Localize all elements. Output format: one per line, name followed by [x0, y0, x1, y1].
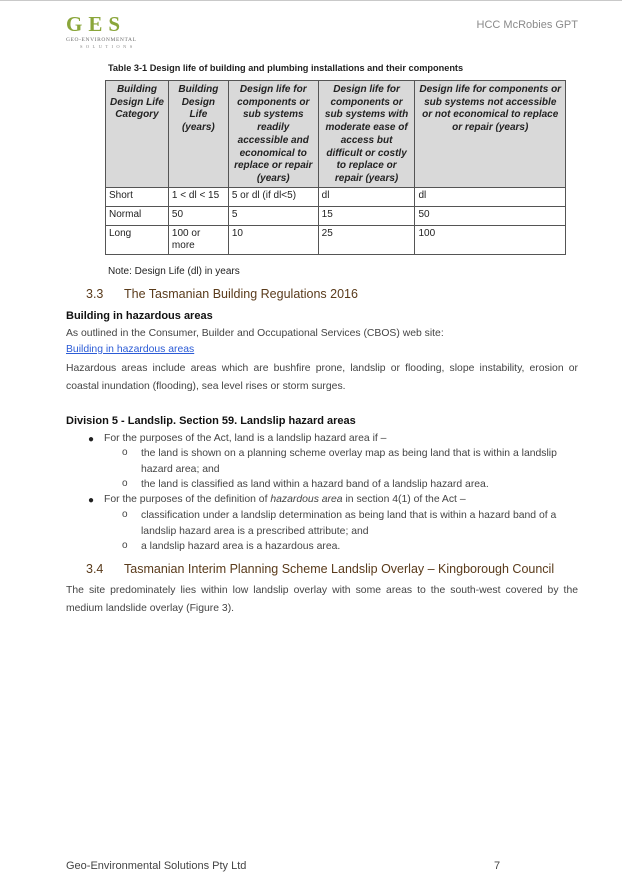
table-header-cell: Design life for components or sub systems not accessible or not economical to replace or repair (years): [415, 81, 566, 188]
table-header-row: [106, 81, 566, 188]
list-item: For the purposes of the Act, land is a landslip hazard area if –: [104, 433, 387, 444]
table-cell: 15: [318, 206, 415, 225]
bullet-marker: ●: [88, 495, 95, 506]
table-header-cell: Design life for components or sub systems with moderate ease of access but difficult or costly to replace or repair (years): [318, 81, 415, 188]
cbos-link[interactable]: Building in hazardous areas: [66, 344, 195, 355]
table-caption: Table 3-1 Design life of building and plumbing installations and their components: [108, 63, 464, 73]
table-cell: Short: [106, 187, 169, 206]
division-heading: Division 5 - Landslip. Section 59. Landslip hazard areas: [66, 415, 356, 427]
table-cell: Normal: [106, 206, 169, 225]
table-cell: dl: [318, 187, 415, 206]
table-row: [106, 225, 566, 254]
header-project-title: HCC McRobies GPT: [476, 19, 578, 31]
table-cell: 5: [228, 206, 318, 225]
logo-line-1: GEO-ENVIRONMENTAL: [66, 37, 137, 43]
table-cell: dl: [415, 187, 566, 206]
list-item: [104, 492, 578, 508]
bullet-marker: ●: [88, 434, 95, 445]
table-cell: 50: [415, 206, 566, 225]
table-header-cell: Building Design Life (years): [168, 81, 228, 188]
table-cell: 10: [228, 225, 318, 254]
text-run: For the purposes of the definition of: [104, 494, 271, 505]
section-heading-3-4: [86, 562, 554, 576]
table-cell: 25: [318, 225, 415, 254]
table-note: Note: Design Life (dl) in years: [108, 266, 240, 277]
section-number: 3.3: [86, 287, 104, 301]
table-cell: 100 or more: [168, 225, 228, 254]
sub-bullet-marker: o: [122, 447, 128, 458]
section-number: 3.4: [86, 562, 104, 576]
text-run: in section 4(1) of the Act –: [342, 494, 466, 505]
table-cell: Long: [106, 225, 169, 254]
hazard-paragraph: Hazardous areas include areas which are bushfire prone, landslip or flooding, slope instability, erosion or coastal inundation (flooding), sea level rises or storm surges.: [66, 363, 578, 392]
intro-paragraph: As outlined in the Consumer, Builder and Occupational Services (CBOS) web site:: [66, 328, 444, 339]
subheading-hazardous-areas: Building in hazardous areas: [66, 310, 213, 322]
section-heading-3-3: [86, 287, 358, 301]
table-cell: 1 < dl < 15: [168, 187, 228, 206]
sub-bullet-marker: o: [122, 540, 128, 551]
company-logo: [66, 14, 156, 54]
table-cell: 50: [168, 206, 228, 225]
sub-list-item: a landslip hazard area is a hazardous area.: [141, 541, 341, 552]
logo-line-2: SOLUTIONS: [80, 44, 136, 49]
section-title: Tasmanian Interim Planning Scheme Landslip Overlay – Kingborough Council: [124, 562, 555, 576]
emphasis-term: hazardous area: [270, 494, 343, 505]
table-cell: 100: [415, 225, 566, 254]
sub-bullet-marker: o: [122, 509, 128, 520]
footer-company: Geo-Environmental Solutions Pty Ltd: [66, 860, 247, 872]
logo-mark: GES: [66, 12, 127, 36]
table-cell: 5 or dl (if dl<5): [228, 187, 318, 206]
header-rule: [0, 0, 622, 1]
table-row: [106, 206, 566, 225]
overlay-paragraph: The site predominately lies within low landslip overlay with some areas to the south-west covered by the medium landslide overlay (Figure 3).: [66, 585, 578, 614]
footer-page-number: 7: [494, 860, 501, 872]
section-title: The Tasmanian Building Regulations 2016: [124, 287, 358, 301]
sub-list-item: classification under a landslip determination as being land that is within a hazard band of a landslip hazard area is a prescribed attribute; and: [141, 510, 557, 537]
design-life-table: [105, 80, 566, 255]
sub-list-item: the land is shown on a planning scheme overlay map as being land that is within a landslip hazard area; and: [141, 448, 557, 475]
table-row: [106, 187, 566, 206]
table-header-cell: Design life for components or sub systems readily accessible and economical to replace or repair (years): [228, 81, 318, 188]
table-header-cell: Building Design Life Category: [106, 81, 169, 188]
sub-bullet-marker: o: [122, 478, 128, 489]
sub-list-item: the land is classified as land within a hazard band of a landslip hazard area.: [141, 479, 489, 490]
